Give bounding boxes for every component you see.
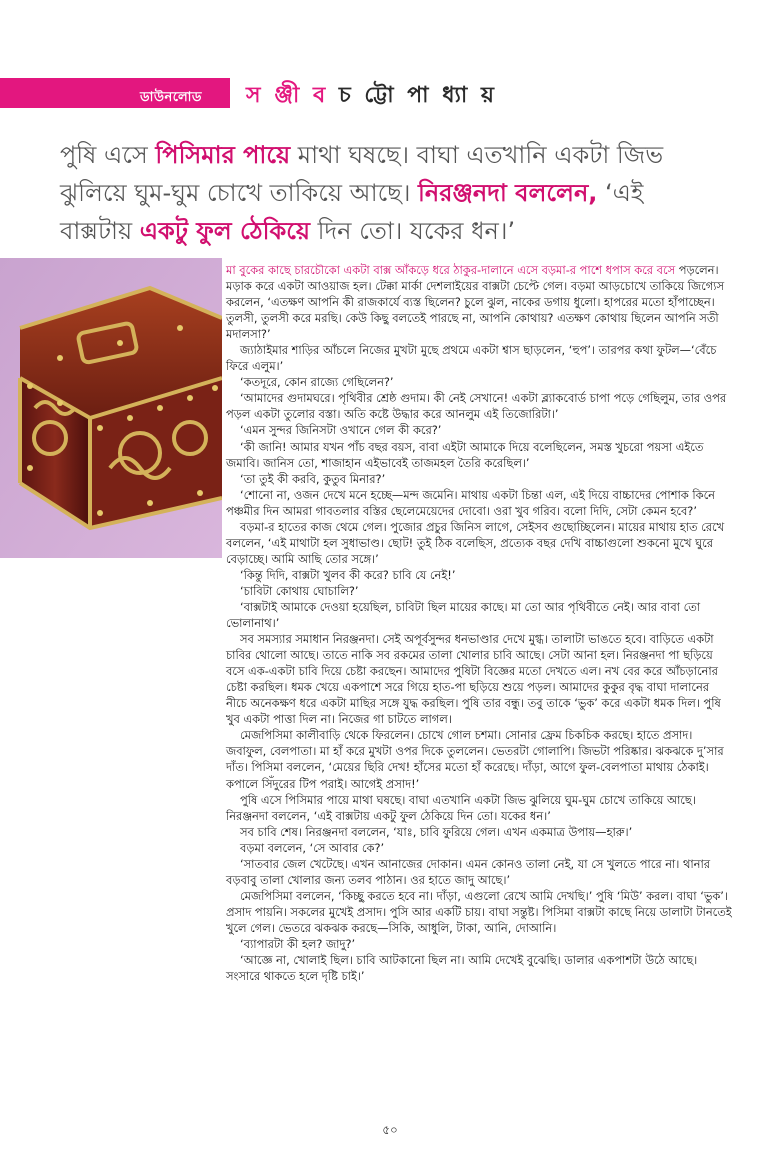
- paragraph: ‘কী জানি! আমার যখন পাঁচ বছর বয়স, বাবা এইটা আমাকে দিয়ে বলেছিলেন, সমস্ত খুচরো পয়সা এইতে জমাবি। জানিস তো, শাজাহান এইভাবেই তাজমহল তৈরি করেছিল।’: [226, 439, 704, 470]
- pull-quote-text: পুষি এসে: [60, 141, 156, 169]
- paragraph: ‘এমন সুন্দর জিনিসটা ওখানে গেল কী করে?’: [240, 423, 442, 438]
- author-first-name: স ঞ্জী ব: [246, 83, 329, 108]
- paragraph: পুষি এসে পিসিমার পায়ে মাথা ঘষছে। বাঘা এতখানি একটা জিভ ঝুলিয়ে ঘুম-ঘুম চোখে তাকিয়ে আছে। নিরঞ্জনদা বললেন, ‘এই বাক্সটায় একটু ফুল ঠেকিয়ে দিন তো। যকের ধন।’: [226, 792, 696, 823]
- paragraph: বড়মা-র হাতের কাজ থেমে গেল। পুজোর প্রচুর জিনিস লাগে, সেইসব গুছোচ্ছিলেন। মায়ের মাথায় হাত রেখে বললেন, ‘এই মাথাটা হল সুধাভাণ্ড। ছোট! তুই ঠিক বলেছিস, প্রত্যেক বছর দেখি বাচ্চাগুলো শুকনো মুখে ঘুরে বেড়াচ্ছে। আমি আছি তোর সঙ্গে।’: [226, 519, 725, 566]
- paragraph: ‘কিন্তু দিদি, বাক্সটা খুলব কী করে? চাবি যে নেই!’: [240, 567, 456, 582]
- paragraph: ‘তা তুই কী করবি, কুতুব মিনার?’: [240, 471, 386, 486]
- author-last-name: চ ট্টো পা ধ্যা য়: [338, 83, 497, 108]
- pull-quote-highlight: পিসিমার পায়ে: [155, 141, 291, 169]
- paragraph: ‘চাবিটা কোথায় ঘোচালি?’: [240, 583, 359, 598]
- paragraph: ‘আমাদের গুদামঘরে। পৃথিবীর শ্রেষ্ঠ গুদাম। কী নেই সেখানে! একটা ব্ল্যাকবোর্ড চাপা পড়ে গেছিলুম, তার ওপর পড়ল একটা তুলোর বস্তা। অতি কষ্টে উদ্ধার করে আনলুম এই তিজোরিটা।’: [226, 391, 727, 422]
- paragraph: ‘ব্যাপারটা কী হল? জাদু?’: [240, 936, 356, 951]
- page-number: ৫০: [382, 1123, 398, 1137]
- lead-text: মা বুকের কাছে চারচৌকো একটা বাক্স আঁকড়ে ধরে ঠাকুর-দালানে এসে বড়মা-র পাশে ধপাস করে বসে: [226, 263, 676, 277]
- paragraph: মেজপিসিমা কালীবাড়ি থেকে ফিরলেন। চোখে গোল চশমা। সোনার ফ্রেম চিকচিক করছে। হাতে প্রসাদ। জবাফুল, বেলপাতা। মা হাঁ করে মুখটা ওপর দিকে তুললেন। ভেতরটা গোলাপি। জিভটা পরিষ্কার। ঝকঝকে দু’সার দাঁত। পিসিমা বললেন, ‘মেয়ের ছিরি দেখ! হাঁসের মতো হাঁ করেছে। দাঁড়া, আগে ফুল-বেলপাতা মাথায় ঠেকাই। কপালে সিঁদুরের টিপ পরাই। আগেই প্রসাদ!’: [226, 728, 724, 791]
- article-body: [226, 262, 732, 984]
- paragraph: মেজপিসিমা বললেন, ‘কিচ্ছু করতে হবে না। দাঁড়া, এগুলো রেখে আমি দেখছি।’ পুষি ‘মিউ’ করল। বাঘা ‘ভুক’। প্রসাদ পায়নি। সকলের মুখেই প্রসাদ। পুসি আর একটি চায়। বাঘা সন্তুষ্ট। পিসিমা বাক্সটা কাছে নিয়ে ডালাটা টানতেই খুলে গেল। ভেতরে ঝকঝক করছে—সিকি, আধুলি, টাকা, আনি, দোআনি।: [226, 888, 732, 935]
- ornate-box-photo: [0, 258, 222, 558]
- pull-quote: [60, 136, 710, 250]
- paragraph: জ্যাঠাইমার শাড়ির আঁচলে নিজের মুখটা মুছে প্রথমে একটা শ্বাস ছাড়লেন, ‘হুপ’। তারপর কথা ফুটল—‘বেঁচে ফিরে এলুম।’: [226, 343, 717, 374]
- paragraph: ‘সাতবার জেল খেটেছে। এখন আনাজের দোকান। এমন কোনও তালা নেই, যা সে খুলতে পারে না। থানার বড়বাবু তালা খোলার জন্য তলব পাঠান। ওর হাতে জাদু আছে।’: [226, 856, 711, 887]
- section-tag: ডাউনলোড: [140, 90, 202, 105]
- pull-quote-text: দিন তো। যকের ধন।’: [310, 217, 516, 245]
- pull-quote-text: মাথা ঘষছে। বাঘা এতখানি একটা জিভ ঝুলিয়ে ঘুম-ঘুম চোখে তাকিয়ে আছে।: [60, 141, 664, 207]
- paragraph: ‘বাক্সটাই আমাকে দেওয়া হয়েছিল, চাবিটা ছিল মায়ের কাছে। মা তো আর পৃথিবীতে নেই। আর বাবা তো ভোলানাথ।’: [226, 599, 701, 631]
- paragraph: বড়মা বললেন, ‘সে আবার কে?’: [240, 840, 385, 855]
- paragraph: সব চাবি শেষ। নিরঞ্জনদা বললেন, ‘যাঃ, চাবি ফুরিয়ে গেল। এখন একমাত্র উপায়—হারু।’: [240, 824, 633, 839]
- paragraph: ‘আজ্ঞে না, খোলাই ছিল। চাবি আটকানো ছিল না। আমি দেখেই বুঝেছি। ডালার একপাশটা উঠে আছে। সংসারে থাকতে হলে দৃষ্টি চাই।’: [226, 953, 698, 984]
- author-name: [246, 78, 497, 115]
- paragraph: ‘শোনো না, ওজন দেখে মনে হচ্ছে—মন্দ জমেনি। মাথায় একটা চিন্তা এল, এই দিয়ে বাচ্চাদের পোশাক কিনে পঞ্চমীর দিন আমরা গাবতলার বস্তির ছেলেমেয়েদের দোবো। ওরা খুব গরিব। বলো দিদি, সেটা কেমন হবে?’: [226, 487, 715, 518]
- pull-quote-highlight: নিরঞ্জনদা বললেন,: [418, 179, 598, 207]
- paragraph: ‘কতদূরে, কোন রাজ্যে গেছিলেন?’: [240, 375, 394, 390]
- pull-quote-text: ‘এই বাক্সটায়: [60, 179, 644, 245]
- paragraph: [226, 262, 732, 342]
- pull-quote-highlight: একটু ফুল ঠেকিয়ে: [139, 217, 311, 245]
- paragraph: সব সমস্যার সমাধান নিরঞ্জনদা। সেই অপূর্বসুন্দর ধনভাণ্ডার দেখে মুগ্ধ। তালাটা ভাঙতে হবে। বাড়িতে একটা চাবির থোলো আছে। তাতে নাকি সব রকমের তালা খোলার চাবি আছে। সেটা আনা হল। নিরঞ্জনদা পা ছড়িয়ে বসে এক-একটা চাবি দিয়ে চেষ্টা করছেন। আমাদের পুষিটা বিজ্ঞের মতো দেখতে এল। নখ বের করে আঁচড়ানোর চেষ্টা করছিল। ধমক খেয়ে একপাশে সরে গিয়ে হাত-পা ছড়িয়ে শুয়ে পড়ল। আমাদের কুকুর বৃদ্ধ বাঘা দালানের নীচে অনেকক্ষণ ধরে একটা মাছির সঙ্গে যুদ্ধ করছিল। পুষি তার বন্ধু। তবু তাকে ‘ভুক’ করে একটা ধমক দিল। পুষি খুব একটা পাত্তা দিল না। নিজের গা চাটতে লাগল।: [226, 632, 721, 727]
- paragraph-text: পড়লেন। মড়াক করে একটা আওয়াজ হল। টেক্কা মার্কা দেশলাইয়ের বাক্সটা চেপ্টে গেল। বড়মা আড়চোখে তাকিয়ে জিগ্যেস করলেন, ‘এতক্ষণ আপনি কী রাজকার্যে ব্যস্ত ছিলেন? চুলে ঝুল, নাকের ডগায় ধুলো। হাপরের মতো হাঁপাচ্ছেন। তুলসী, তুলসী করে মরছি। কেউ কিছু বলতেই পারছে না, আপনি কোথায়? এতক্ষণ কোথায় ছিলেন আপনি সতী মদালসা?’: [226, 263, 725, 342]
